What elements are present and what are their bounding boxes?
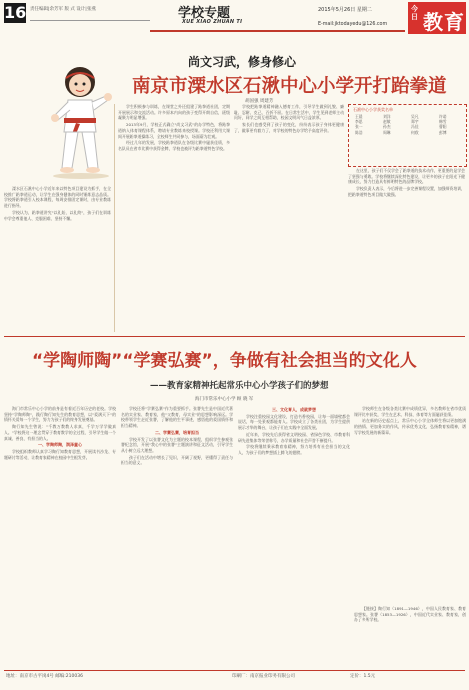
lead-column-1 [4, 186, 111, 332]
article2-subheadline: ——教育家精神托起常乐中心小学孩子们的梦想 [150, 381, 329, 391]
section-pinyin: XUE XIAO ZHUAN TI [182, 19, 243, 25]
award-list-box [348, 104, 467, 167]
paragraph: 陶行知先生曾说："千教万教教人求真，千学万学学做真人。"学校将这一理念贯穿于教育教学的全过程，引导学生做一个真诚、善良、有担当的人。 [4, 424, 116, 441]
award-name: 冯佳 [411, 124, 419, 130]
paragraph: 经过几年的发展，学校跆拳道队在各级比赛中屡获佳绩，多名队员在省市比赛中获得金牌，学校也被评为跆拳道特色学校。 [118, 140, 230, 151]
paragraph: 学校认为，跆拳道讲究"以礼始，以礼终"，孩子们在训练中学会尊重他人、克服困难、坚持不懈。 [4, 209, 111, 221]
paragraph: 学校组织教师认真学习陶行知教育思想，开展读书沙龙、专题研讨等活动，让教育家精神在校园中生根发芽。 [4, 448, 116, 460]
paragraph: 学校师生在各级各类比赛中成绩优异，多名教师在省市优质课评比中获奖，学生在艺术、科技、体育等方面屡获佳绩。 [354, 406, 466, 417]
article2-headline: “学陶师陶”“学赛弘赛”，争做有社会担当的文化人 [32, 351, 417, 371]
award-name: 韩雪 [439, 119, 447, 125]
award-name: 吴凡 [411, 114, 419, 119]
paragraph: 学校还将"学赛弘赛"作为重要抓手。张謇先生是中国近代著名的实业家、教育家，他"父教育，母实业"的思想影响深远。学校带领学生走近张謇，了解他的生平事迹，感悟他的爱国情怀和担当精神。 [121, 406, 233, 429]
award-name: 张一 [355, 124, 363, 130]
footer-price: 定价：1.5元 [350, 674, 376, 679]
note-text: 【链接】陶行知（1891—1946），中国人民教育家、教育思想家。张謇（1853—1926），中国近代实业家、教育家，创办了多所学校。 [354, 606, 466, 623]
award-name: 彭博 [439, 129, 447, 135]
award-name: 曹阳 [439, 124, 447, 130]
article2-byline: 海门市常乐中心小学 顾 晓 军 [195, 397, 254, 402]
award-name: 周琳 [383, 129, 391, 135]
section-subhead: 二、学赛弘赛，培育担当 [155, 429, 199, 435]
paragraph: 海门市常乐中心小学的前身是有着近百年历史的老校。学校坚持"学陶师陶"，践行陶行知先生的教育思想，以"爱满天下"的情怀关爱每一个学生，努力为孩子们的终身发展奠基。 [4, 406, 116, 423]
paragraph: 在这里，孩子们不仅学会了跆拳道的技术动作，更重要的是学会了坚强与勇敢。学校将继续深化特色建设，让更多的孩子在阳光下健康成长，努力打造具有鲜明特色的品牌学校。 [348, 168, 465, 185]
editor-info: 责任编辑|余芳军 版 式 设计|张燕 [30, 7, 96, 12]
paragraph: 溧水区石湫中心小学近年来以特色项目建设为抓手，在全校推广跆拳道运动，让学生在强身健体的同时锤炼意志品质。学校将跆拳道引入校本课程，每周安排固定课时，由专业教练进行指导。 [4, 186, 111, 209]
section-subhead: 三、文化育人，成就梦想 [272, 407, 316, 412]
paragraph: 学校将继续秉承教育家精神，努力培养有社会担当的文化人，为孩子们的梦想插上腾飞的翅膀。 [238, 444, 350, 455]
footer-rule [4, 670, 465, 671]
award-names [355, 114, 463, 135]
contact-email: E-mail:jktodayedu@126.com [318, 22, 388, 27]
paragraph: 学校负责人表示，今后将进一步完善课程设置，加强师资培训，把跆拳道特色项目做大做强。 [348, 186, 465, 197]
column-rule [114, 104, 115, 332]
issue-date: 2015年5月26日 星期二 [318, 7, 372, 13]
award-name: 何欣 [411, 129, 419, 135]
award-name: 郑宇 [411, 119, 419, 125]
paragraph: 孩子们在活动中增长了见识，开阔了视野，更懂得了责任与担当的意义。 [121, 454, 233, 466]
award-name: 刘洋 [383, 114, 391, 119]
paragraph: 近年来，学校先后获得省文明校园、省绿色学校、市教育科研先进集体等荣誉称号，办学质量和社会声誉不断提升。 [238, 431, 350, 443]
paragraph: 学校把跆拳道精神融入德育工作，引导学生做到礼貌、廉耻、忍耐、克己、百折不屈。在日常生活中，学生见到老师主动问好，同学之间互相帮助，校园文明风气日益浓厚。 [234, 104, 344, 121]
header-divider [30, 20, 150, 21]
article2-column-1 [4, 406, 116, 664]
footer-address: 地址：南京市古平岗4号 邮编:210036 [6, 674, 83, 679]
lead-column-4 [348, 168, 465, 332]
award-name: 李思 [355, 119, 363, 125]
paragraph: 站在新的历史起点上，常乐中心小学全体师生将以更加饱满的热情、更加务实的作风，传承优秀文化，弘扬教育家精神，谱写学校发展的新篇章。 [354, 418, 466, 435]
award-name: 赵敏 [383, 119, 391, 125]
section-subhead: 一、学陶师陶，润泽童心 [38, 442, 82, 448]
award-name: 许诺 [439, 114, 447, 119]
article2-column-3 [238, 406, 350, 664]
paragraph: 学校注重校园文化建设，打造书香校园，让每一面墙壁都会说话，每一处景观都能育人。学校成立了各类社团，为学生提供展示才华的舞台，让孩子们在实践中全面发展。 [238, 413, 350, 431]
award-name: 王晨 [355, 114, 363, 119]
article2-column-4 [354, 406, 466, 602]
award-name: 孙杰 [383, 124, 391, 130]
article-separator [4, 336, 465, 337]
lead-column-3 [234, 104, 344, 332]
paragraph: 学校开发了以张謇文化为主题的校本课程，组织学生参观张謇纪念馆，开展"我心中的张謇"主题演讲和征文活动，引导学生从小树立远大理想。 [121, 436, 233, 453]
header-rule [150, 30, 405, 32]
taekwondo-girl-illustration [40, 60, 122, 180]
newspaper-logo [408, 2, 466, 34]
award-name: 陈浩 [355, 129, 363, 135]
paragraph: 家长们也感受到了孩子的变化，纷纷表示孩子身体更健康了，做事更有毅力了，对学校的特色办学给予高度评价。 [234, 122, 344, 133]
paragraph: 学生积极参与训练，在课堂之外还组建了跆拳道社团，定期开展展示和交流活动。许多原本内向的孩子变得开朗自信，班级凝聚力明显增强。 [118, 104, 230, 121]
footer-printer: 印刷厂：南京报业印务有限公司 [232, 674, 295, 679]
paragraph: 2013年9月，学校正式确立"尚文习武"的办学特色，将跆拳道纳入体育课程体系，聘请专业教练来校授课。学校还利用大课间开展跆拳道操练习，全校师生共同参与，场面蔚为壮观。 [118, 122, 230, 139]
lead-kicker: 尚文习武，修身修心 [188, 55, 297, 69]
lead-byline: 胡国强 周建芳 [245, 99, 274, 104]
section-title: 学校专题 [178, 6, 231, 21]
logo-small-text: 今日 [411, 5, 418, 21]
logo-big-text: 教育 [423, 10, 465, 34]
page-number: 16 [4, 3, 27, 22]
lead-column-2 [118, 104, 230, 332]
lead-headline: 南京市溧水区石湫中心小学开打跆拳道 [132, 76, 447, 97]
award-list-title: 石湫中心小学获奖名单 [353, 107, 393, 112]
article2-column-2 [121, 406, 233, 664]
article2-note [354, 606, 466, 664]
